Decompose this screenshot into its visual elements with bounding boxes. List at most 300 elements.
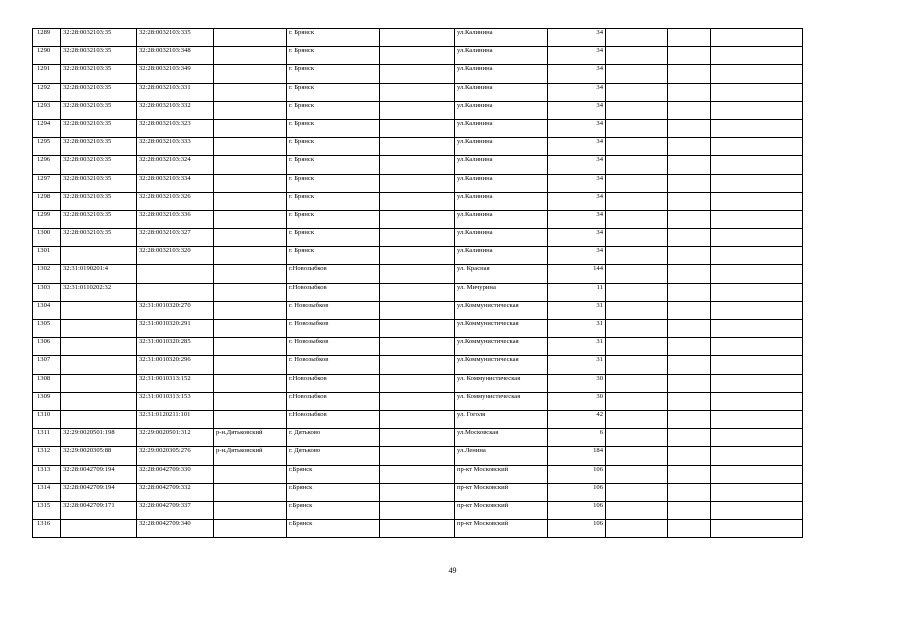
cell-district (214, 338, 287, 356)
cell-street: пр-кт Московский (455, 501, 548, 519)
cell-city: г. Брянск (287, 47, 380, 65)
table-row (33, 447, 803, 465)
cell-row-number: 1313 (33, 465, 61, 483)
cell-house-number: 11 (548, 283, 606, 301)
cell-extra-b (668, 156, 711, 174)
cell-extra-c (711, 320, 803, 338)
cell-house-number: 106 (548, 520, 606, 538)
cell-city: г. Новозыбков (287, 320, 380, 338)
cell-extra-b (668, 429, 711, 447)
cell-house-number: 34 (548, 174, 606, 192)
cell-street: ул.Калинина (455, 83, 548, 101)
cell-district (214, 210, 287, 228)
cell-extra-b (668, 410, 711, 428)
cell-extra-b (668, 338, 711, 356)
cell-district: р-н.Дятьковский (214, 447, 287, 465)
cell-extra-a (606, 447, 668, 465)
table-row (33, 192, 803, 210)
cell-extra-c (711, 47, 803, 65)
cell-extra-a (606, 119, 668, 137)
cell-extra-b (668, 210, 711, 228)
cell-row-number: 1315 (33, 501, 61, 519)
cell-house-number: 31 (548, 356, 606, 374)
cell-locality (380, 447, 455, 465)
cell-house-number: 31 (548, 301, 606, 319)
cell-cadastral-object: 32:28:0032103:320 (137, 247, 214, 265)
cell-street: ул.Коммунистическая (455, 301, 548, 319)
cell-house-number: 31 (548, 320, 606, 338)
cell-row-number: 1295 (33, 138, 61, 156)
cell-street: ул.Калинина (455, 156, 548, 174)
cell-cadastral-object: 32:28:0042709:340 (137, 520, 214, 538)
cell-house-number: 144 (548, 265, 606, 283)
cell-locality (380, 429, 455, 447)
cell-extra-a (606, 265, 668, 283)
cell-locality (380, 101, 455, 119)
table-row (33, 210, 803, 228)
cell-city: г. Брянск (287, 192, 380, 210)
cell-district: р-н.Дятьковский (214, 429, 287, 447)
cell-cadastral-object (137, 283, 214, 301)
cell-city: г. Брянск (287, 65, 380, 83)
table-row (33, 101, 803, 119)
cell-row-number: 1309 (33, 392, 61, 410)
cell-cadastral-parcel (61, 392, 137, 410)
cell-locality (380, 374, 455, 392)
cell-street: ул. Гоголя (455, 410, 548, 428)
cell-house-number: 6 (548, 429, 606, 447)
cell-locality (380, 410, 455, 428)
cell-cadastral-parcel: 32:28:0032103:35 (61, 174, 137, 192)
cell-house-number: 42 (548, 410, 606, 428)
cell-cadastral-parcel: 32:31:0110202:32 (61, 283, 137, 301)
cell-row-number: 1290 (33, 47, 61, 65)
cell-city: г. Новозыбков (287, 301, 380, 319)
cell-cadastral-parcel: 32:29:0020501:198 (61, 429, 137, 447)
cell-extra-a (606, 374, 668, 392)
cell-row-number: 1300 (33, 229, 61, 247)
cell-extra-a (606, 283, 668, 301)
cell-cadastral-object: 32:31:0010320:291 (137, 320, 214, 338)
cell-cadastral-parcel: 32:28:0032103:35 (61, 29, 137, 47)
cell-street: ул. Коммунистическая (455, 392, 548, 410)
cell-district (214, 101, 287, 119)
table-row (33, 501, 803, 519)
cell-city: г.Брянск (287, 465, 380, 483)
cell-extra-c (711, 338, 803, 356)
cell-row-number: 1310 (33, 410, 61, 428)
cell-street: ул.Калинина (455, 119, 548, 137)
cell-locality (380, 156, 455, 174)
cell-locality (380, 138, 455, 156)
cell-cadastral-parcel: 32:28:0042709:194 (61, 465, 137, 483)
cell-extra-c (711, 29, 803, 47)
cell-row-number: 1307 (33, 356, 61, 374)
cell-district (214, 229, 287, 247)
cell-extra-b (668, 501, 711, 519)
cell-row-number: 1311 (33, 429, 61, 447)
cell-cadastral-parcel (61, 320, 137, 338)
cell-cadastral-parcel (61, 410, 137, 428)
cell-extra-c (711, 101, 803, 119)
cell-extra-c (711, 501, 803, 519)
cell-row-number: 1301 (33, 247, 61, 265)
cell-house-number: 31 (548, 338, 606, 356)
cell-cadastral-object: 32:29:0020305:276 (137, 447, 214, 465)
cell-city: г. Брянск (287, 247, 380, 265)
cell-city: г. Брянск (287, 138, 380, 156)
cell-extra-c (711, 138, 803, 156)
cell-extra-a (606, 83, 668, 101)
cell-extra-b (668, 374, 711, 392)
cell-extra-b (668, 229, 711, 247)
cell-extra-b (668, 174, 711, 192)
cell-extra-a (606, 229, 668, 247)
table-row (33, 374, 803, 392)
cell-extra-a (606, 520, 668, 538)
cell-street: ул.Калинина (455, 65, 548, 83)
cell-cadastral-parcel: 32:28:0032103:35 (61, 156, 137, 174)
table-row (33, 265, 803, 283)
cell-city: г. Новозыбков (287, 338, 380, 356)
cell-house-number: 106 (548, 501, 606, 519)
cell-extra-b (668, 483, 711, 501)
cell-extra-c (711, 83, 803, 101)
cell-extra-c (711, 410, 803, 428)
cell-row-number: 1289 (33, 29, 61, 47)
cell-extra-a (606, 501, 668, 519)
cell-cadastral-parcel: 32:28:0032103:35 (61, 119, 137, 137)
cell-extra-b (668, 265, 711, 283)
cell-locality (380, 192, 455, 210)
cell-street: ул.Ленина (455, 447, 548, 465)
cell-extra-c (711, 192, 803, 210)
cell-cadastral-object: 32:28:0032103:331 (137, 83, 214, 101)
cell-city: г.Новозыбков (287, 374, 380, 392)
cell-district (214, 192, 287, 210)
cell-extra-b (668, 47, 711, 65)
cell-city: г. Дятьково (287, 447, 380, 465)
cell-extra-c (711, 119, 803, 137)
cell-city: г.Брянск (287, 520, 380, 538)
cell-street: пр-кт Московский (455, 483, 548, 501)
cell-street: ул.Московская (455, 429, 548, 447)
table-row (33, 29, 803, 47)
cell-house-number: 106 (548, 483, 606, 501)
cell-extra-a (606, 101, 668, 119)
cell-cadastral-parcel (61, 338, 137, 356)
cell-locality (380, 247, 455, 265)
table-body (33, 29, 803, 538)
cell-street: пр-кт Московский (455, 520, 548, 538)
cell-extra-b (668, 83, 711, 101)
cell-city: г.Брянск (287, 483, 380, 501)
cell-extra-b (668, 301, 711, 319)
cell-district (214, 301, 287, 319)
cell-street: ул.Калинина (455, 47, 548, 65)
cell-extra-c (711, 174, 803, 192)
cell-house-number: 34 (548, 247, 606, 265)
cell-extra-a (606, 210, 668, 228)
table-row (33, 229, 803, 247)
cell-street: ул.Коммунистическая (455, 320, 548, 338)
cell-city: г. Брянск (287, 119, 380, 137)
cell-extra-a (606, 483, 668, 501)
cell-street: ул.Калинина (455, 210, 548, 228)
cell-extra-a (606, 410, 668, 428)
cell-street: ул.Калинина (455, 101, 548, 119)
cell-cadastral-object: 32:28:0032103:348 (137, 47, 214, 65)
cell-house-number: 34 (548, 119, 606, 137)
cell-locality (380, 47, 455, 65)
cell-street: ул.Калинина (455, 174, 548, 192)
cell-extra-c (711, 247, 803, 265)
cell-city: г. Брянск (287, 83, 380, 101)
cell-cadastral-object: 32:31:0120211:101 (137, 410, 214, 428)
cell-extra-b (668, 447, 711, 465)
cell-cadastral-object: 32:28:0032103:323 (137, 119, 214, 137)
cell-district (214, 65, 287, 83)
table-row (33, 138, 803, 156)
cell-row-number: 1298 (33, 192, 61, 210)
cell-street: ул.Калинина (455, 29, 548, 47)
cell-cadastral-object: 32:28:0042709:330 (137, 465, 214, 483)
table-row (33, 392, 803, 410)
cell-extra-a (606, 29, 668, 47)
cell-locality (380, 65, 455, 83)
cell-locality (380, 501, 455, 519)
cell-cadastral-object: 32:28:0032103:326 (137, 192, 214, 210)
table-row (33, 338, 803, 356)
table-row (33, 520, 803, 538)
cell-district (214, 265, 287, 283)
cell-street: ул.Коммунистическая (455, 338, 548, 356)
cell-district (214, 283, 287, 301)
cell-extra-c (711, 283, 803, 301)
cell-house-number: 34 (548, 156, 606, 174)
cell-row-number: 1291 (33, 65, 61, 83)
cell-cadastral-parcel: 32:31:0190201:4 (61, 265, 137, 283)
registry-table-wrapper (32, 28, 803, 538)
cell-cadastral-parcel: 32:28:0032103:35 (61, 192, 137, 210)
cell-cadastral-parcel: 32:28:0032103:35 (61, 229, 137, 247)
cell-extra-c (711, 447, 803, 465)
cell-house-number: 34 (548, 210, 606, 228)
cell-row-number: 1299 (33, 210, 61, 228)
cell-locality (380, 283, 455, 301)
cell-city: г. Новозыбков (287, 356, 380, 374)
cell-extra-a (606, 247, 668, 265)
cell-district (214, 119, 287, 137)
cell-extra-b (668, 392, 711, 410)
cell-extra-a (606, 174, 668, 192)
table-row (33, 119, 803, 137)
cell-extra-c (711, 301, 803, 319)
table-row (33, 283, 803, 301)
cell-district (214, 47, 287, 65)
cell-extra-b (668, 119, 711, 137)
cell-extra-c (711, 210, 803, 228)
cell-street: ул.Калинина (455, 138, 548, 156)
cell-row-number: 1297 (33, 174, 61, 192)
table-row (33, 410, 803, 428)
cell-cadastral-parcel: 32:28:0032103:35 (61, 210, 137, 228)
cell-extra-b (668, 247, 711, 265)
cell-row-number: 1304 (33, 301, 61, 319)
cell-row-number: 1302 (33, 265, 61, 283)
cell-row-number: 1306 (33, 338, 61, 356)
cell-extra-b (668, 138, 711, 156)
cell-street: ул.Калинина (455, 229, 548, 247)
cell-street: ул. Коммунистическая (455, 374, 548, 392)
cell-locality (380, 320, 455, 338)
cell-row-number: 1308 (33, 374, 61, 392)
cell-house-number: 106 (548, 465, 606, 483)
table-row (33, 483, 803, 501)
cell-cadastral-object: 32:28:0032103:327 (137, 229, 214, 247)
cell-extra-c (711, 392, 803, 410)
cell-extra-c (711, 65, 803, 83)
cell-district (214, 392, 287, 410)
cell-district (214, 465, 287, 483)
cell-house-number: 34 (548, 138, 606, 156)
cell-cadastral-object: 32:28:0042709:337 (137, 501, 214, 519)
cell-street: пр-кт Московский (455, 465, 548, 483)
cell-district (214, 156, 287, 174)
cell-row-number: 1293 (33, 101, 61, 119)
table-row (33, 156, 803, 174)
cell-extra-c (711, 429, 803, 447)
cell-cadastral-object: 32:28:0032103:336 (137, 210, 214, 228)
cell-locality (380, 301, 455, 319)
cell-cadastral-parcel: 32:28:0032103:35 (61, 65, 137, 83)
cell-extra-a (606, 465, 668, 483)
cell-cadastral-parcel: 32:28:0032103:35 (61, 138, 137, 156)
cell-extra-b (668, 283, 711, 301)
cell-city: г.Новозыбков (287, 265, 380, 283)
cell-cadastral-parcel (61, 374, 137, 392)
cell-extra-b (668, 192, 711, 210)
cell-extra-a (606, 320, 668, 338)
cell-district (214, 138, 287, 156)
cell-extra-c (711, 356, 803, 374)
table-row (33, 301, 803, 319)
cell-house-number: 34 (548, 101, 606, 119)
table-row (33, 83, 803, 101)
cell-cadastral-object: 32:28:0042709:332 (137, 483, 214, 501)
cell-extra-b (668, 520, 711, 538)
cell-extra-b (668, 65, 711, 83)
cell-locality (380, 520, 455, 538)
cell-house-number: 34 (548, 29, 606, 47)
cell-house-number: 34 (548, 192, 606, 210)
cell-locality (380, 338, 455, 356)
table-row (33, 174, 803, 192)
cell-row-number: 1292 (33, 83, 61, 101)
cell-district (214, 520, 287, 538)
cell-extra-a (606, 356, 668, 374)
cell-district (214, 29, 287, 47)
cell-locality (380, 483, 455, 501)
cell-cadastral-object: 32:28:0032103:334 (137, 174, 214, 192)
cell-extra-a (606, 192, 668, 210)
cell-extra-a (606, 138, 668, 156)
cell-extra-a (606, 47, 668, 65)
cell-cadastral-parcel: 32:28:0032103:35 (61, 83, 137, 101)
cell-city: г.Новозыбков (287, 410, 380, 428)
cell-row-number: 1303 (33, 283, 61, 301)
cell-house-number: 30 (548, 374, 606, 392)
cell-cadastral-object (137, 265, 214, 283)
cell-locality (380, 119, 455, 137)
cell-locality (380, 83, 455, 101)
cell-city: г. Брянск (287, 101, 380, 119)
cell-city: г. Брянск (287, 174, 380, 192)
cell-district (214, 483, 287, 501)
cell-cadastral-parcel (61, 520, 137, 538)
cell-row-number: 1314 (33, 483, 61, 501)
cell-locality (380, 265, 455, 283)
cell-cadastral-object: 32:31:0010313:153 (137, 392, 214, 410)
table-row (33, 47, 803, 65)
cell-extra-a (606, 429, 668, 447)
cell-cadastral-parcel (61, 247, 137, 265)
cell-cadastral-parcel: 32:28:0042709:171 (61, 501, 137, 519)
cell-street: ул.Калинина (455, 247, 548, 265)
cell-extra-b (668, 356, 711, 374)
page-number: 49 (448, 566, 457, 575)
cell-extra-b (668, 29, 711, 47)
cell-district (214, 501, 287, 519)
cell-district (214, 410, 287, 428)
cell-house-number: 30 (548, 392, 606, 410)
cell-extra-b (668, 465, 711, 483)
cell-cadastral-parcel: 32:28:0032103:35 (61, 47, 137, 65)
cell-street: ул.Коммунистическая (455, 356, 548, 374)
cell-cadastral-parcel: 32:29:0020305:88 (61, 447, 137, 465)
cell-city: г.Новозыбков (287, 283, 380, 301)
cell-city: г.Новозыбков (287, 392, 380, 410)
cell-extra-a (606, 392, 668, 410)
cell-cadastral-object: 32:31:0010313:152 (137, 374, 214, 392)
table-row (33, 465, 803, 483)
cell-cadastral-parcel (61, 356, 137, 374)
cell-district (214, 374, 287, 392)
cell-extra-c (711, 374, 803, 392)
cell-locality (380, 29, 455, 47)
cell-locality (380, 210, 455, 228)
cell-extra-a (606, 156, 668, 174)
cell-cadastral-object: 32:29:0020501:312 (137, 429, 214, 447)
cell-extra-b (668, 101, 711, 119)
cell-street: ул.Калинина (455, 192, 548, 210)
cell-extra-a (606, 65, 668, 83)
cell-cadastral-object: 32:28:0032103:324 (137, 156, 214, 174)
cell-cadastral-object: 32:31:0010320:296 (137, 356, 214, 374)
cell-cadastral-object: 32:28:0032103:335 (137, 29, 214, 47)
cell-city: г. Брянск (287, 210, 380, 228)
cell-district (214, 83, 287, 101)
cell-row-number: 1312 (33, 447, 61, 465)
table-row (33, 247, 803, 265)
table-row (33, 65, 803, 83)
cell-locality (380, 356, 455, 374)
cell-city: г.Брянск (287, 501, 380, 519)
cell-row-number: 1294 (33, 119, 61, 137)
cell-extra-c (711, 156, 803, 174)
table-row (33, 356, 803, 374)
cell-locality (380, 392, 455, 410)
